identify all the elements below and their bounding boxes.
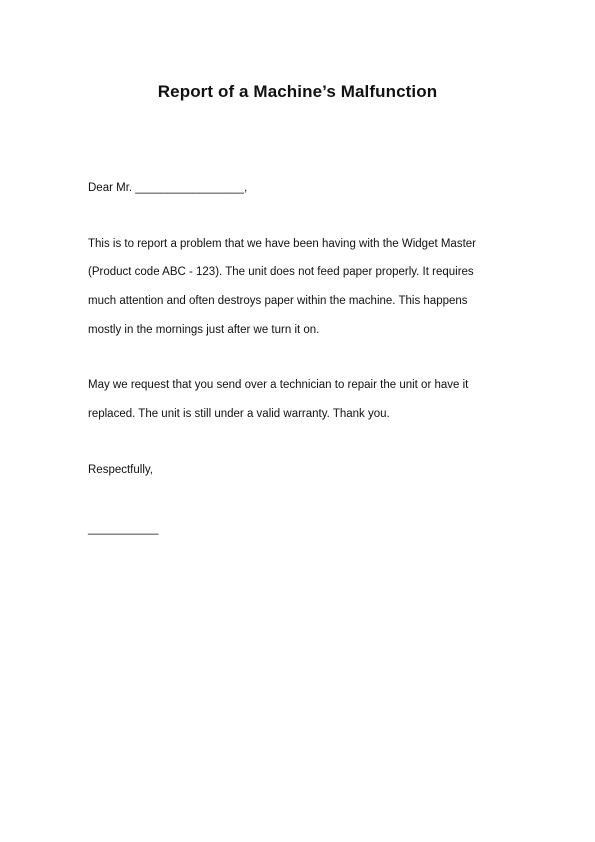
document-title: Report of a Machine’s Malfunction [157, 82, 438, 101]
salutation: Dear Mr. _________________, [88, 182, 248, 194]
paragraph-1-line-1: This is to report a problem that we have been having with the Widget Master [88, 238, 477, 250]
paragraph-1-line-2: (Product code ABC - 123). The unit does not feed paper properly. It requires [88, 266, 474, 278]
closing: Respectfully, [88, 464, 153, 476]
paragraph-1-line-3: much attention and often destroys paper within the machine. This happens [88, 295, 468, 307]
paragraph-2-line-1: May we request that you send over a technician to repair the unit or have it [88, 379, 469, 391]
paragraph-2-line-2: replaced. The unit is still under a valid warranty. Thank you. [88, 408, 390, 420]
paragraph-1-line-4: mostly in the mornings just after we turn it on. [88, 324, 320, 336]
signature-line: ___________ [88, 523, 159, 535]
